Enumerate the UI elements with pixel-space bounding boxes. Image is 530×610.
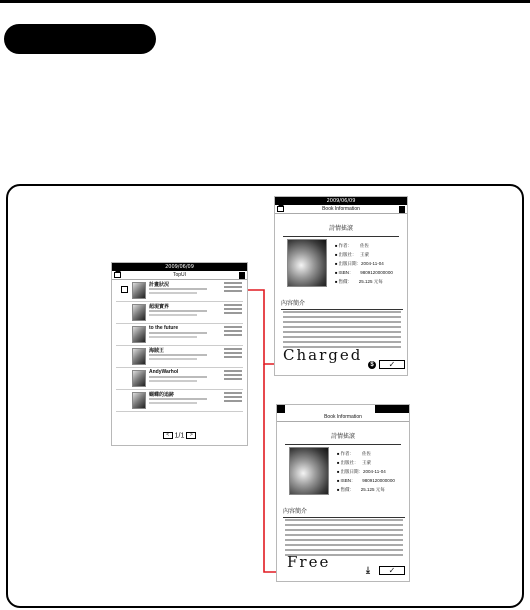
book-fields: ■ 作者： 佐佐 ■ 出版社： 王蒙 ■ 出版日期：2004-11-04 ■ ISBN： 9809120000000 ■ 售價： 25.125 元每 <box>335 241 393 286</box>
download-icon: ⤓ <box>366 565 370 575</box>
screen-title: TopUI <box>172 272 187 278</box>
confirm-button[interactable]: ✓ <box>379 360 405 369</box>
screen-title-bar <box>277 413 409 422</box>
pager <box>112 432 247 439</box>
charged-label: Charged <box>283 346 363 364</box>
free-label: Free <box>287 553 331 571</box>
intro-text <box>283 311 401 351</box>
book-cover-thumb <box>132 370 146 387</box>
book-row[interactable] <box>116 390 243 412</box>
page-indicator: 1/1 <box>174 432 185 439</box>
intro-heading: 內容簡介 <box>283 506 405 518</box>
book-name: 詩情搖滾 <box>285 431 401 445</box>
menu-icon[interactable] <box>399 206 405 213</box>
book-cover-thumb <box>132 282 146 299</box>
book-fields: ■ 作者： 佐佐 ■ 出版社： 王蒙 ■ 出版日期：2004-11-04 ■ ISBN： 9809120000000 ■ 售價： 25.125 元每 <box>337 449 395 494</box>
book-row[interactable] <box>116 324 243 346</box>
book-name: 詩情搖滾 <box>283 223 399 237</box>
menu-icon[interactable] <box>239 272 245 279</box>
intro-heading: 內容簡介 <box>281 298 403 310</box>
book-title: 海賊王 <box>149 348 165 354</box>
book-title: 蝴蝶的追跡 <box>149 392 175 398</box>
home-icon[interactable] <box>277 206 284 212</box>
screen-title-bar <box>112 271 247 280</box>
book-row[interactable] <box>116 368 243 390</box>
book-cover-thumb <box>132 348 146 365</box>
book-cover-thumb <box>132 326 146 343</box>
status-bar: 2009/06/09 <box>112 263 247 271</box>
book-cover-image <box>289 447 329 495</box>
status-bar <box>277 405 409 413</box>
book-cover-thumb <box>132 304 146 321</box>
dollar-icon: $ <box>368 361 376 369</box>
book-list-screen <box>111 262 248 446</box>
book-title: 超現實界 <box>149 304 170 310</box>
book-title: 計畫狀況 <box>149 282 170 288</box>
book-row[interactable] <box>116 346 243 368</box>
book-title: to the future <box>149 325 179 331</box>
screen-title: Book Information <box>324 414 362 420</box>
screen-title-bar <box>275 205 407 214</box>
book-cover-image <box>287 239 327 287</box>
book-row[interactable] <box>116 302 243 324</box>
next-page-button[interactable]: > <box>186 432 196 439</box>
screen-title: Book Information <box>322 206 360 212</box>
status-bar: 2009/06/09 <box>275 197 407 205</box>
row-checkbox[interactable] <box>121 286 128 293</box>
prev-page-button[interactable]: < <box>163 432 173 439</box>
home-icon[interactable] <box>114 272 121 278</box>
book-title: AndyWarhol <box>149 369 179 375</box>
book-row[interactable] <box>116 280 243 302</box>
book-cover-thumb <box>132 392 146 409</box>
confirm-button[interactable]: ✓ <box>379 566 405 575</box>
